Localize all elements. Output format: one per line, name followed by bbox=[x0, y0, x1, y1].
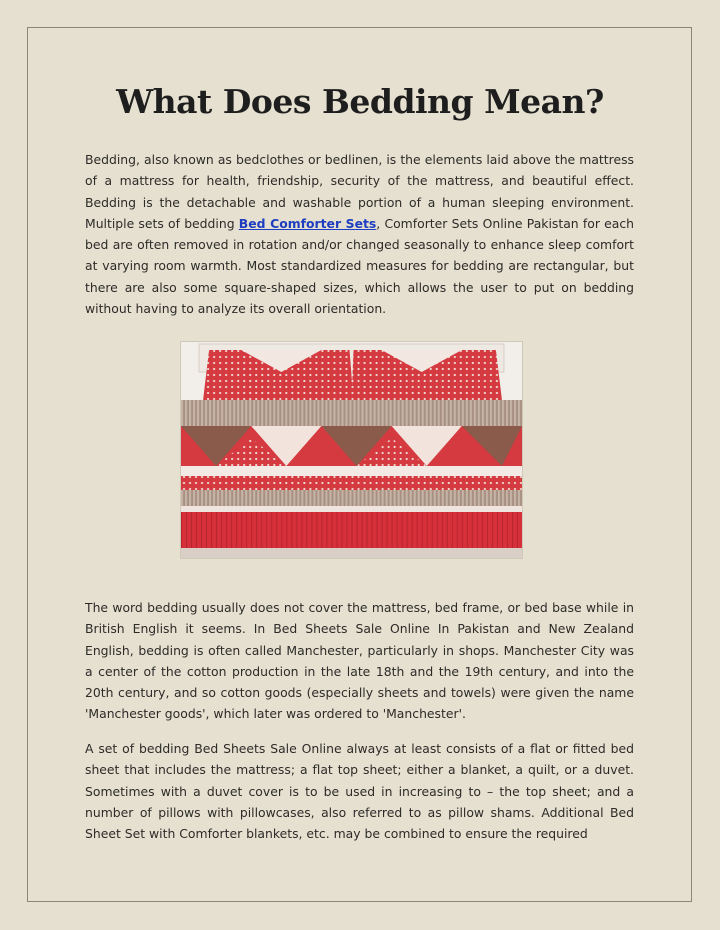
paragraph-intro-text-b: , Comforter Sets Online Pakistan for each bed are often removed in rotation and/or changed seasonally to enhance sleep comfort at varying room warmth. Most standardized measures for bedding are rectangular, but there are also some square-shaped sizes, which allows the user to put on bedding without having to analyze its overall orientation. bbox=[85, 215, 635, 317]
paragraph-bedding-set: A set of bedding Bed Sheets Sale Online always at least consists of a flat or fitted bed sheet that includes the mattress; a flat top sheet; either a blanket, a quilt, or a duvet. Sometimes with a duvet cover is to be used in increasing to – the top sheet; and a number of pillows with pillowcases, also referred to as pillow shams. Additional Bed Sheet Set with Comforter blankets, etc. may be combined to ensure the required bbox=[85, 741, 634, 842]
paragraph-manchester: The word bedding usually does not cover the mattress, bed frame, or bed base while in British English it seems. In Bed Sheets Sale Online In Pakistan and New Zealand English, bedding is often called Manchester, particularly in shops. Manchester City was a center of the cotton production in the late 18th and the 19th century, and into the 20th century, and so cotton goods (especially sheets and towels) were given the name 'Manchester goods', which later was ordered to 'Manchester'. bbox=[85, 600, 634, 722]
paragraph-intro bbox=[85, 149, 634, 319]
page-title: What Does Bedding Mean? bbox=[116, 82, 604, 121]
bedding-photo bbox=[180, 341, 523, 559]
bed-comforter-sets-link[interactable]: Bed Comforter Sets bbox=[238, 215, 377, 231]
paragraph-intro-text-a: Bedding, also known as bedclothes or bedlinen, is the elements laid above the mattress of a mattress for health, friendship, security of the mattress, and beautiful effect. Bedding is the detachable and washable portion of a human sleeping environment. Multiple sets of bedding bbox=[85, 152, 634, 231]
